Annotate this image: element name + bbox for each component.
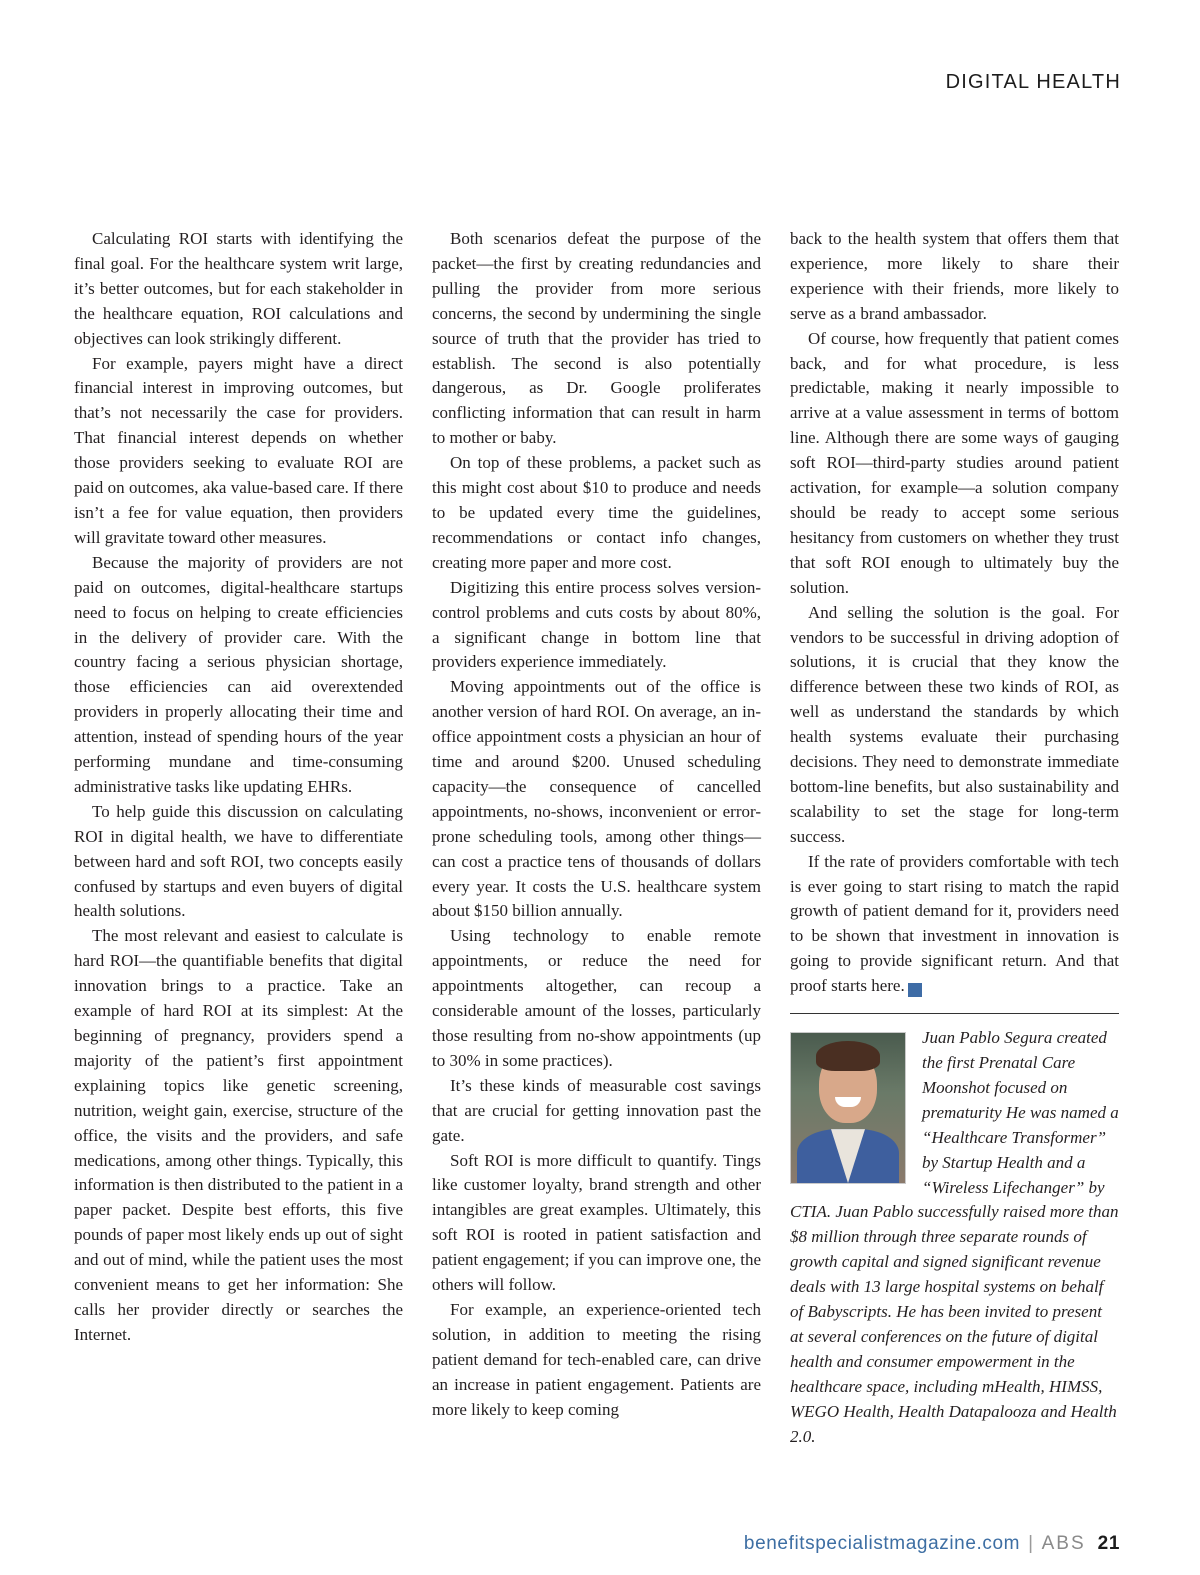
final-paragraph-text: If the rate of providers comfortable with tech is ever going to start rising to match the rapid growth of patient demand for it, providers need to be shown that investment in innovation is going to provide significant return. And that proof starts here.	[790, 851, 1119, 996]
section-header: DIGITAL HEALTH	[945, 71, 1121, 93]
divider	[790, 1013, 1119, 1014]
paragraph: Both scenarios defeat the purpose of the packet—the first by creating redundancies and pulling the provider from more serious concerns, the second by undermining the single source of truth that the provider has tried to establish. The second is also potentially dangerous, as Dr. Google proliferates conflicting information that can result in harm to mother or baby.	[432, 229, 761, 448]
paragraph: Of course, how frequently that patient comes back, and for what procedure, is less predictable, making it nearly impossible to arrive at a value assessment in terms of bottom line. Although there are some ways of gauging soft ROI—third-party studies around patient activation, for example—a solution company should be ready to accept some serious hesitancy from customers on whether they trust that soft ROI enough to ultimately buy the solution.	[790, 328, 1119, 597]
page-footer	[744, 1533, 1120, 1555]
footer-separator: |	[1028, 1533, 1034, 1554]
end-mark-icon: A	[908, 983, 922, 997]
article-column-1	[74, 227, 403, 1348]
paragraph: To help guide this discussion on calculating ROI in digital health, we have to differentiate between hard and soft ROI, two concepts easily confused by startups and even buyers of digital health solutions.	[74, 801, 403, 921]
paragraph: For example, payers might have a direct financial interest in improving outcomes, but that’s not necessarily the case for providers. That financial interest depends on whether those providers seeking to evaluate ROI are paid on outcomes, aka value-based care. If there isn’t a fee for value equation, then providers will gravitate toward other measures.	[74, 353, 403, 547]
paragraph: The most relevant and easiest to calculate is hard ROI—the quantifiable benefits that digital innovation brings to a practice. Take an example of hard ROI at its simplest: At the beginning of pregnancy, providers spend a majority of the patient’s first appointment explaining topics like genetic screening, nutrition, weight gain, exercise, structure of the office, the visits and the providers, and safe medications, among other things. Typically, this information is then distributed to the patient in a paper packet. Despite best efforts, this five pounds of paper most likely ends up out of sight and out of mind, while the patient uses the most convenient means to get her information: She calls her provider directly or searches the Internet.	[74, 926, 403, 1344]
author-bio	[790, 1026, 1119, 1449]
paragraph: Moving appointments out of the office is another version of hard ROI. On average, an in-office appointment costs a physician an hour of time and around $200. Unused scheduling capacity—the consequence of cancelled appointments, no-shows, inconvenient or error-prone scheduling tools, among other things—can cost a practice tens of thousands of dollars every year. It costs the U.S. healthcare system about $150 billion annually.	[432, 677, 761, 921]
paragraph: Soft ROI is more difficult to quantify. Tings like customer loyalty, brand strength and other intangibles are great examples. Ultimately, this soft ROI is rooted in patient satisfaction and patient engagement; if you can improve one, the others will follow.	[432, 1150, 761, 1295]
paragraph: And selling the solution is the goal. For vendors to be successful in driving adoption of solutions, it is crucial that they know the difference between these two kinds of ROI, as well as understand the standards by which health systems evaluate their purchasing decisions. They need to demonstrate immediate bottom-line benefits, but also sustainability and scalability to set the stage for long-term success.	[790, 602, 1119, 846]
paragraph: Calculating ROI starts with identifying the final goal. For the healthcare system writ large, it’s better outcomes, but for each stakeholder in the healthcare equation, ROI calculations and objectives can look strikingly different.	[74, 229, 403, 348]
article-column-3	[790, 227, 1119, 1450]
paragraph: back to the health system that offers them that experience, more likely to share their experience with their friends, more likely to serve as a brand ambassador.	[790, 229, 1119, 323]
page-number: 21	[1097, 1533, 1120, 1554]
author-photo	[790, 1032, 906, 1184]
paragraph: On top of these problems, a packet such as this might cost about $10 to produce and needs to be updated every time the guidelines, recommendations or contact info changes, creating more paper and more cost.	[432, 453, 761, 572]
paragraph: Because the majority of providers are not paid on outcomes, digital-healthcare startups need to focus on helping to create efficiencies in the delivery of provider care. With the country facing a serious physician shortage, those efficiencies can aid overextended providers in properly allocating their time and attention, instead of spending hours of the year performing mundane and time-consuming administrative tasks like updating EHRs.	[74, 552, 403, 796]
footer-website-link[interactable]: benefitspecialistmagazine.com	[743, 1533, 1021, 1554]
author-bio-text: Juan Pablo Segura created the first Prenatal Care Moonshot focused on prematurity He was named a “Healthcare Transformer” by Startup Health and a “Wireless Lifechanger” by CTIA. Juan Pablo successfully raised more than $8 million through three separate rounds of growth capital and signed significant revenue deals with 13 large hospital systems on behalf of Babyscripts. He has been invited to present at several conferences on the future of digital health and consumer empowerment in the healthcare space, including mHealth, HIMSS, WEGO Health, Health Datapalooza and Health 2.0.	[790, 1028, 1119, 1446]
paragraph: Using technology to enable remote appointments, or reduce the need for appointments altogether, can recoup a considerable amount of the losses, particularly those resulting from no-show appointments (up to 30% in some practices).	[432, 926, 761, 1070]
final-paragraph	[790, 850, 1119, 999]
paragraph: Digitizing this entire process solves version-control problems and cuts costs by about 80%, a significant change in bottom line that providers experience immediately.	[432, 577, 761, 672]
footer-publication: ABS	[1041, 1533, 1086, 1554]
article-column-2	[432, 227, 761, 1423]
paragraph: It’s these kinds of measurable cost savings that are crucial for getting innovation past the gate.	[432, 1075, 761, 1145]
paragraph: For example, an experience-oriented tech solution, in addition to meeting the rising patient demand for tech-enabled care, can drive an increase in patient engagement. Patients are more likely to keep coming	[432, 1299, 761, 1419]
